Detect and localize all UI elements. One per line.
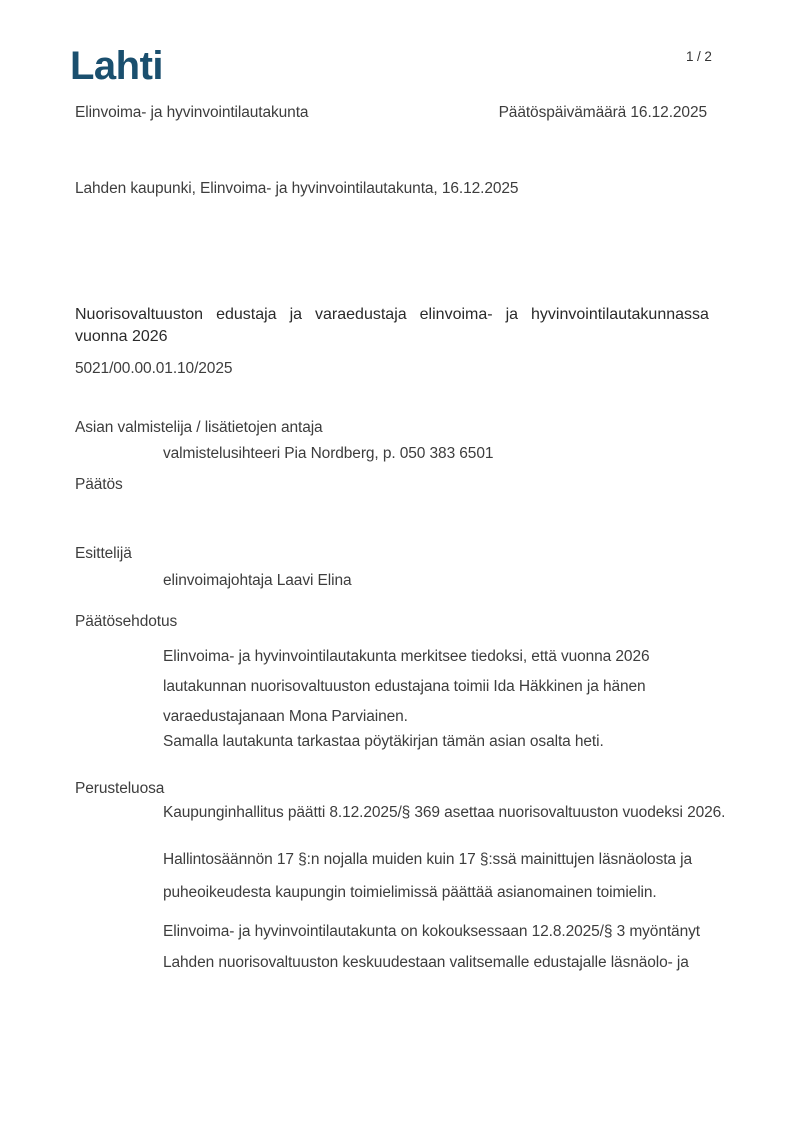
proposal-line: Elinvoima- ja hyvinvointilautakunta merkitsee tiedoksi, että vuonna 2026 bbox=[163, 648, 650, 665]
presenter-name: elinvoimajohtaja Laavi Elina bbox=[163, 572, 352, 589]
rationale-paragraph-2 bbox=[163, 843, 692, 909]
proposal-note: Samalla lautakunta tarkastaa pöytäkirjan tämän asian osalta heti. bbox=[163, 733, 604, 750]
organization-line: Lahden kaupunki, Elinvoima- ja hyvinvointilautakunta, 16.12.2025 bbox=[75, 180, 519, 197]
document-title-line2: vuonna 2026 bbox=[75, 328, 168, 345]
heading-preparer: Asian valmistelija / lisätietojen antaja bbox=[75, 419, 323, 436]
heading-rationale: Perusteluosa bbox=[75, 780, 165, 797]
document-title-line1: Nuorisovaltuuston edustaja ja varaedustaja elinvoima- ja hyvinvointilautakunnassa bbox=[75, 306, 709, 323]
page-number: 1 / 2 bbox=[686, 49, 712, 64]
heading-presenter: Esittelijä bbox=[75, 545, 132, 562]
heading-decision: Päätös bbox=[75, 476, 123, 493]
heading-proposal: Päätösehdotus bbox=[75, 613, 178, 630]
rationale-line: Elinvoima- ja hyvinvointilautakunta on kokouksessaan 12.8.2025/§ 3 myöntänyt bbox=[163, 923, 700, 940]
rationale-line: Hallintosäännön 17 §:n nojalla muiden kuin 17 §:ssä mainittujen läsnäolosta ja bbox=[163, 851, 693, 868]
decision-date: Päätöspäivämäärä 16.12.2025 bbox=[498, 104, 707, 121]
document-title bbox=[75, 304, 709, 348]
preparer-contact: valmistelusihteeri Pia Nordberg, p. 050 383 6501 bbox=[163, 445, 494, 462]
document-header bbox=[75, 104, 707, 122]
rationale-line: puheoikeudesta kaupungin toimielimissä päättää asianomainen toimielin. bbox=[163, 884, 657, 901]
rationale-line: Lahden nuorisovaltuuston keskuudestaan valitsemalle edustajalle läsnäolo- ja bbox=[163, 954, 689, 971]
rationale-paragraph-3 bbox=[163, 916, 700, 978]
case-number: 5021/00.00.01.10/2025 bbox=[75, 360, 233, 377]
rationale-paragraph-1: Kaupunginhallitus päätti 8.12.2025/§ 369 asettaa nuorisovaltuuston vuodeksi 2026. bbox=[163, 804, 726, 821]
proposal-paragraph bbox=[163, 642, 650, 732]
lahti-logo: Lahti bbox=[70, 44, 164, 88]
proposal-line: varaedustajanaan Mona Parviainen. bbox=[163, 708, 408, 725]
committee-name: Elinvoima- ja hyvinvointilautakunta bbox=[75, 104, 309, 121]
proposal-line: lautakunnan nuorisovaltuuston edustajana toimii Ida Häkkinen ja hänen bbox=[163, 678, 646, 695]
